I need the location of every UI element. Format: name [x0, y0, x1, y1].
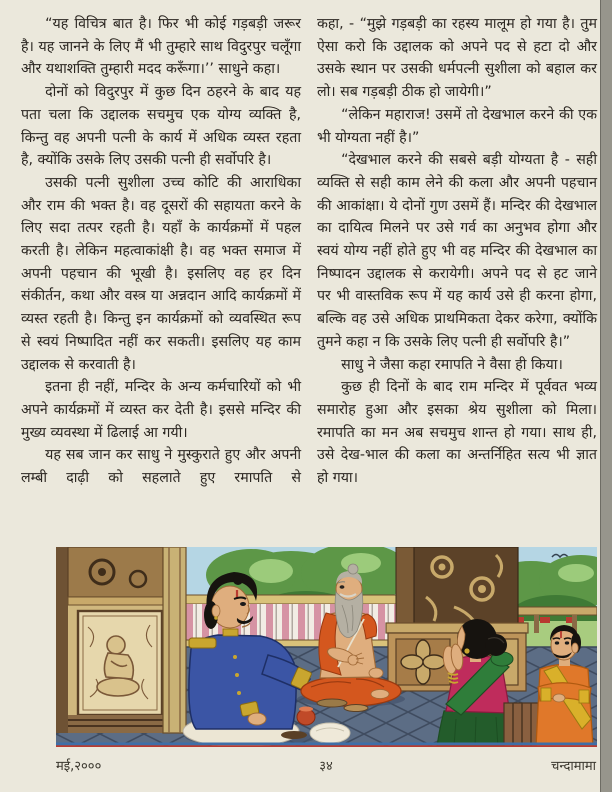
carved-panel-left: [56, 547, 186, 733]
page-edge-shadow: [600, 0, 612, 792]
story-paragraph: साधु ने जैसा कहा रमापति ने वैसा ही किया।: [341, 356, 563, 373]
story-illustration-image: [56, 547, 597, 747]
print-border-blue: [56, 743, 597, 746]
footer-issue-date: मई,२०००: [56, 759, 102, 774]
print-border-red: [56, 745, 597, 747]
story-paragraph: यह सब जान कर साधु ने मुस्कुराते हुए और अपनी लम्बी दाढ़ी को सहलाते हुए रमापति से: [21, 447, 301, 487]
story-illustration: [56, 547, 597, 747]
story-paragraph: उसकी पत्नी सुशीला उच्च कोटि की आराधिका और राम की भक्त है। वह दूसरों की सहायता करने के लिए सदा तत्पर रहती है। यहाँ के कार्यक्रमों में पहल करती है। लेकिन महत्वाकांक्षी है। वह भक्त समाज में अपनी पहचान की भूखी है। इसलिए वह हर दिन संकीर्तन, कथा और वस्त्र या अन्नदान आदि कार्यक्रमों में व्यस्त रहती है। किन्तु इन कार्यक्रमों को व्यवस्थित रूप से स्वयं निष्पादित नहीं कर सकती। इसलिए यह काम उद्दालक से करवाती है।: [21, 174, 301, 373]
story-paragraph: कहा, - “मुझे गड़बड़ी का रहस्य मालूम हो गया है। तुम ऐसा करो कि उद्दालक को अपने पद से हटा दो और उसके स्थान पर उसकी धर्मपत्नी सुशीला को बहाल कर लो। सब गड़बड़ी ठीक हो जायेगी।”: [317, 16, 597, 101]
footer-page-number: ३४: [319, 759, 333, 774]
footer-magazine-title: चन्दामामा: [551, 759, 596, 774]
story-text: [21, 13, 597, 490]
text-column-right: [317, 13, 597, 490]
story-paragraph: कुछ ही दिनों के बाद राम मन्दिर में पूर्ववत भव्य समारोह हुआ और इसका श्रेय सुशीला को मिला। रमापति का मन अब सचमुच शान्त हो गया। साथ ही, उसे देख-भाल की कला का अन्तर्निहित सत्य भी ज्ञात हो गया।: [317, 379, 597, 487]
story-paragraph: “यह विचित्र बात है। फिर भी कोई गड़बड़ी जरूर है। यह जानने के लिए मैं भी तुम्हारे साथ विदुरपुर चलूँगा और यथाशक्ति तुम्हारी मदद करूँगा।’’ साधुने कहा।: [21, 16, 301, 78]
story-paragraph: इतना ही नहीं, मन्दिर के अन्य कर्मचारियों को भी अपने कार्यक्रमों में व्यस्त कर देती है। इससे मन्दिर की मुख्य व्यवस्था में ढिलाई आ गयी।: [21, 379, 301, 441]
story-paragraph: “लेकिन महाराज! उसमें तो देखभाल करने की एक भी योग्यता नहीं है।”: [317, 106, 597, 146]
story-paragraph: “देखभाल करने की सबसे बड़ी योग्यता है - सही व्यक्ति से सही काम लेने की कला और अपनी पहचान की आकांक्षा। ये दोनों गुण उसमें हैं। मन्दिर की देखभाल का दायित्व मिलने पर उसे गर्व का अनुभव होगा और स्वयं योग्य नहीं होते हुए भी वह मन्दिर की देखभाल का निष्पादन उद्दालक से करायेगी। अपने पद से हट जाने पर भी वास्तविक रूप में यह कार्य उसे ही करना होगा, बल्कि वह उसे अधिक प्राथमिकता देकर करेगा, क्योंकि तुमने कहा न कि उसके लिए पत्नी ही सर्वोपरि है।”: [317, 152, 597, 350]
story-paragraph: दोनों को विदुरपुर में कुछ दिन ठहरने के बाद यह पता चला कि उद्दालक सचमुच एक योग्य व्यक्ति है, किन्तु वह अपनी पत्नी के कार्य में अधिक व्यस्त रहता है, क्योंकि उसके लिए उसकी पत्नी ही सर्वोपरि है।: [21, 84, 301, 169]
text-column-left: [21, 13, 301, 490]
page-footer: [56, 756, 596, 778]
